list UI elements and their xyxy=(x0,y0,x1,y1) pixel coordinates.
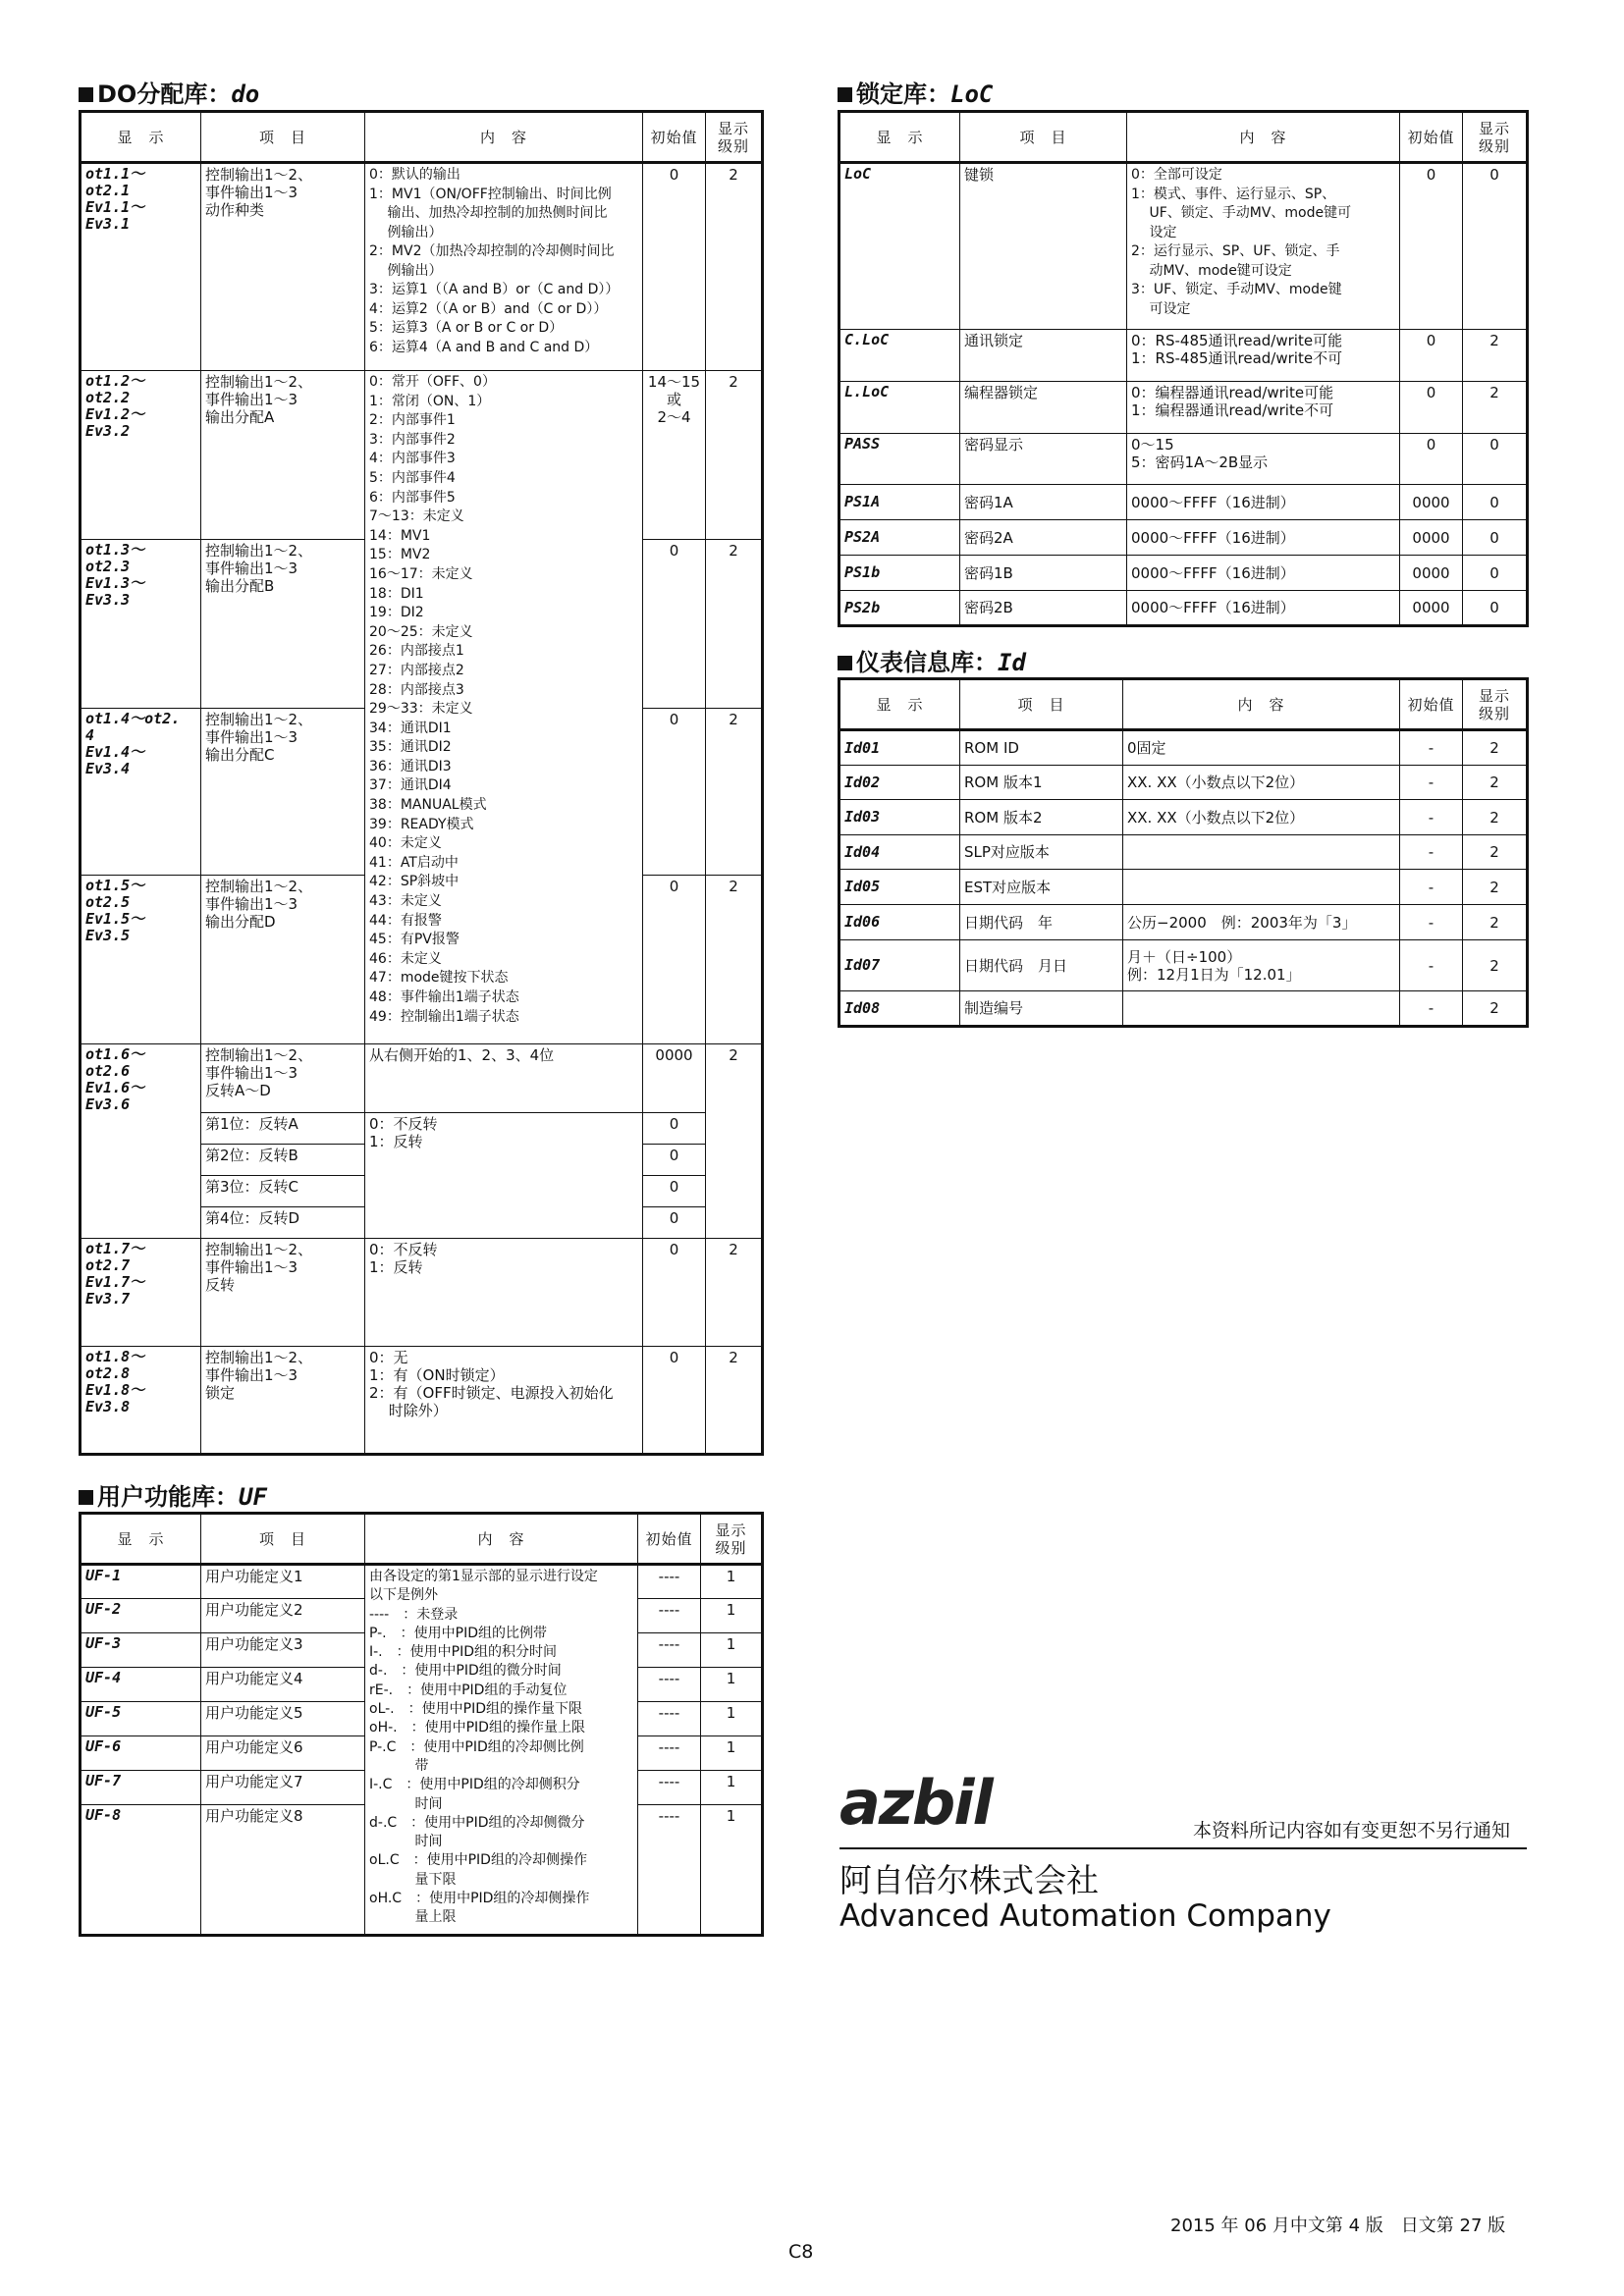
row-level: 1 xyxy=(701,1565,763,1599)
row-item: 密码1B xyxy=(960,556,1127,591)
row-level: 1 xyxy=(701,1633,763,1668)
row-initial: 0 xyxy=(643,1239,706,1347)
row-item: EST对应版本 xyxy=(960,870,1123,905)
row-display: ot1.3～ ot2.3 Ev1.3～ Ev3.3 xyxy=(81,540,201,709)
row-item: 控制输出1～2、 事件输出1～3 反转 xyxy=(201,1239,365,1347)
row-item: 第1位：反转A xyxy=(201,1113,365,1145)
table-row xyxy=(81,1239,763,1347)
row-initial: 0000 xyxy=(1400,556,1463,591)
row-content: 0000～FFFF（16进制） xyxy=(1127,556,1400,591)
row-content: 0：无 1：有（ON时锁定） 2：有（OFF时锁定、电源投入初始化 时除外） xyxy=(365,1347,643,1455)
row-item: 控制输出1～2、 事件输出1～3 反转A～D xyxy=(201,1044,365,1113)
header-level: 显示 级别 xyxy=(1463,112,1528,163)
loc-table xyxy=(838,110,1529,627)
divider xyxy=(839,1847,1527,1849)
row-content: XX. XX（小数点以下2位） xyxy=(1123,800,1400,835)
row-initial: ---- xyxy=(638,1668,701,1702)
row-initial: ---- xyxy=(638,1805,701,1936)
edition-info: 2015 年 06 月中文第 4 版 日文第 27 版 xyxy=(1170,2216,1506,2236)
row-display: Id06 xyxy=(839,905,960,940)
row-content: 0～15 5：密码1A～2B显示 xyxy=(1127,434,1400,485)
row-item: 控制输出1～2、 事件输出1～3 动作种类 xyxy=(201,163,365,371)
row-display: ot1.7～ ot2.7 Ev1.7～ Ev3.7 xyxy=(81,1239,201,1347)
square-bullet-icon xyxy=(838,87,852,102)
table-row xyxy=(81,1565,763,1599)
company-name-cn: 阿自倍尔株式会社 xyxy=(839,1861,1099,1899)
row-content: 0：不反转 1：反转 xyxy=(365,1113,643,1239)
row-item: 密码2A xyxy=(960,520,1127,556)
id-table xyxy=(838,677,1529,1028)
row-item: 第4位：反转D xyxy=(201,1207,365,1239)
row-display: ot1.5～ ot2.5 Ev1.5～ Ev3.5 xyxy=(81,876,201,1044)
row-initial: 0 xyxy=(643,540,706,709)
row-initial: 0 xyxy=(643,1347,706,1455)
row-level: 1 xyxy=(701,1668,763,1702)
row-initial: 0 xyxy=(643,709,706,876)
row-display: C.LoC xyxy=(839,330,960,382)
row-initial: 0000 xyxy=(1400,591,1463,626)
row-item: 控制输出1～2、 事件输出1～3 锁定 xyxy=(201,1347,365,1455)
row-item: 用户功能定义3 xyxy=(201,1633,365,1668)
row-initial: - xyxy=(1400,800,1463,835)
row-level: 1 xyxy=(701,1599,763,1633)
row-level: 2 xyxy=(1463,870,1528,905)
row-display: Id05 xyxy=(839,870,960,905)
table-row xyxy=(839,800,1528,835)
row-level: 1 xyxy=(701,1805,763,1936)
uf-table xyxy=(79,1512,764,1937)
row-display: Id08 xyxy=(839,991,960,1027)
table-row xyxy=(839,730,1528,766)
row-item: ROM 版本2 xyxy=(960,800,1123,835)
row-initial: ---- xyxy=(638,1565,701,1599)
row-content: 0000～FFFF（16进制） xyxy=(1127,591,1400,626)
row-initial: - xyxy=(1400,766,1463,800)
row-item: 控制输出1～2、 事件输出1～3 输出分配A xyxy=(201,371,365,540)
header-display: 显 示 xyxy=(81,1514,201,1565)
table-row xyxy=(839,591,1528,626)
row-display: UF-4 xyxy=(81,1668,201,1702)
header-display: 显 示 xyxy=(81,112,201,163)
row-level: 2 xyxy=(1463,382,1528,434)
row-initial: ---- xyxy=(638,1702,701,1736)
row-display: Id07 xyxy=(839,940,960,991)
row-item: 密码1A xyxy=(960,485,1127,520)
row-display: PS2A xyxy=(839,520,960,556)
row-display: ot1.1～ ot2.1 Ev1.1～ Ev3.1 xyxy=(81,163,201,371)
row-level: 0 xyxy=(1463,591,1528,626)
row-item: SLP对应版本 xyxy=(960,835,1123,870)
row-item: 控制输出1～2、 事件输出1～3 输出分配C xyxy=(201,709,365,876)
row-level: 0 xyxy=(1463,556,1528,591)
table-row xyxy=(839,835,1528,870)
row-initial: 0 xyxy=(1400,163,1463,330)
row-display: UF-5 xyxy=(81,1702,201,1736)
table-row xyxy=(839,556,1528,591)
row-display: UF-3 xyxy=(81,1633,201,1668)
row-content: 0：编程器通讯read/write可能 1：编程器通讯read/write不可 xyxy=(1127,382,1400,434)
row-level: 2 xyxy=(1463,991,1528,1027)
row-initial: 0000 xyxy=(643,1044,706,1113)
row-content xyxy=(1123,835,1400,870)
row-level: 2 xyxy=(1463,905,1528,940)
row-display: UF-2 xyxy=(81,1599,201,1633)
row-item: 密码2B xyxy=(960,591,1127,626)
row-item: 用户功能定义6 xyxy=(201,1736,365,1771)
row-display: L.LoC xyxy=(839,382,960,434)
table-row xyxy=(839,163,1528,330)
row-item: 日期代码 年 xyxy=(960,905,1123,940)
row-initial: 0 xyxy=(643,1207,706,1239)
header-item: 项 目 xyxy=(201,112,365,163)
row-level: 2 xyxy=(706,709,763,876)
row-level: 2 xyxy=(1463,730,1528,766)
row-level: 0 xyxy=(1463,485,1528,520)
row-item: 用户功能定义8 xyxy=(201,1805,365,1936)
header-initial: 初始值 xyxy=(1400,112,1463,163)
row-initial: ---- xyxy=(638,1599,701,1633)
row-initial: - xyxy=(1400,730,1463,766)
row-initial: 0000 xyxy=(1400,520,1463,556)
uf-section-title: 用户功能库：UF xyxy=(79,1477,267,1512)
row-level: 2 xyxy=(706,1239,763,1347)
header-content: 内 容 xyxy=(365,112,643,163)
row-initial: 0 xyxy=(1400,434,1463,485)
do-section-title: DO分配库：do xyxy=(79,75,259,109)
square-bullet-icon xyxy=(838,656,852,670)
row-level: 1 xyxy=(701,1771,763,1805)
id-section-title: 仪表信息库：Id xyxy=(838,643,1026,677)
header-initial: 初始值 xyxy=(1400,679,1463,730)
row-item: 日期代码 月日 xyxy=(960,940,1123,991)
row-content: XX. XX（小数点以下2位） xyxy=(1123,766,1400,800)
company-name-en: Advanced Automation Company xyxy=(839,1898,1331,1934)
row-item: ROM ID xyxy=(960,730,1123,766)
row-item: 第2位：反转B xyxy=(201,1145,365,1176)
table-row xyxy=(839,991,1528,1027)
row-initial: 0 xyxy=(643,1113,706,1145)
row-initial: 0000 xyxy=(1400,485,1463,520)
table-row xyxy=(839,382,1528,434)
row-level: 2 xyxy=(706,163,763,371)
row-item: ROM 版本1 xyxy=(960,766,1123,800)
row-initial: 0 xyxy=(643,1145,706,1176)
row-content: 公历−2000 例：2003年为「3」 xyxy=(1123,905,1400,940)
row-display: ot1.8～ ot2.8 Ev1.8～ Ev3.8 xyxy=(81,1347,201,1455)
table-row xyxy=(839,434,1528,485)
table-header-row xyxy=(81,112,763,163)
row-content: 0固定 xyxy=(1123,730,1400,766)
row-content: 0：不反转 1：反转 xyxy=(365,1239,643,1347)
row-level: 1 xyxy=(701,1702,763,1736)
row-initial: 14～15 或 2～4 xyxy=(643,371,706,540)
row-content: 从右侧开始的1、2、3、4位 xyxy=(365,1044,643,1113)
row-item: 用户功能定义5 xyxy=(201,1702,365,1736)
row-initial: ---- xyxy=(638,1633,701,1668)
row-initial: 0 xyxy=(1400,330,1463,382)
header-display: 显 示 xyxy=(839,112,960,163)
row-level: 2 xyxy=(706,1347,763,1455)
table-row xyxy=(839,485,1528,520)
header-item: 项 目 xyxy=(960,112,1127,163)
row-item: 用户功能定义4 xyxy=(201,1668,365,1702)
table-row xyxy=(839,330,1528,382)
do-table xyxy=(79,110,764,1456)
uf-content: 由各设定的第1显示部的显示进行设定 以下是例外 ---- ：未登录 P-. ：使用中PID组的比例带 I-. ：使用中PID组的积分时间 d-. ：使用中PID组的微分时间 rE-. ：使用中PID组的手动复位 oL-. ：使用中PID组的操作量下限 oH-. ：使用中PID组的操作量上限 P-.C ：使用中PID组的冷却侧比例 带 I-.C ：使用中PID组的冷却侧积分 时间 d-.C ：使用中PID组的冷却侧微分 时间 oL.C ：使用中PID组的冷却侧操作 量下限 oH.C ：使用中PID组的冷却侧操作 量上限 xyxy=(365,1565,638,1936)
row-level: 0 xyxy=(1463,434,1528,485)
row-display: UF-6 xyxy=(81,1736,201,1771)
row-content: 0000～FFFF（16进制） xyxy=(1127,485,1400,520)
header-content: 内 容 xyxy=(1123,679,1400,730)
table-row xyxy=(839,520,1528,556)
header-initial: 初始值 xyxy=(643,112,706,163)
row-display: Id01 xyxy=(839,730,960,766)
table-header-row xyxy=(839,112,1528,163)
row-level: 2 xyxy=(706,1044,763,1239)
row-display: ot1.6～ ot2.6 Ev1.6～ Ev3.6 xyxy=(81,1044,201,1239)
row-level: 2 xyxy=(1463,766,1528,800)
azbil-logo: azbil xyxy=(839,1767,992,1839)
table-row xyxy=(839,870,1528,905)
row-item: 编程器锁定 xyxy=(960,382,1127,434)
header-level: 显示 级别 xyxy=(701,1514,763,1565)
table-row xyxy=(81,1044,763,1113)
header-level: 显示 级别 xyxy=(706,112,763,163)
row-display: Id02 xyxy=(839,766,960,800)
page-number: C8 xyxy=(788,2241,814,2263)
row-display: UF-7 xyxy=(81,1771,201,1805)
table-row xyxy=(81,371,763,540)
row-item: 用户功能定义7 xyxy=(201,1771,365,1805)
row-item: 控制输出1～2、 事件输出1～3 输出分配D xyxy=(201,876,365,1044)
row-initial: 0 xyxy=(643,1176,706,1207)
row-initial: ---- xyxy=(638,1771,701,1805)
row-initial: 0 xyxy=(1400,382,1463,434)
row-display: PASS xyxy=(839,434,960,485)
row-content: 0000～FFFF（16进制） xyxy=(1127,520,1400,556)
row-initial: - xyxy=(1400,905,1463,940)
assign-options: 0：常开（OFF、0） 1：常闭（ON、1） 2：内部事件1 3：内部事件2 4：内部事件3 5：内部事件4 6：内部事件5 7～13：未定义 14：MV1 15：MV2 16～17：未定义 18：DI1 19：DI2 20～25：未定义 26：内部接点1 27：内部接点2 28：内部接点3 29～33：未定义 34：通讯DI1 35：通讯DI2 36：通讯DI3 37：通讯DI4 38：MANUAL模式 39：READY模式 40：未定义 41：AT启动中 42：SP斜坡中 43：未定义 44：有报警 45：有PV报警 46：未定义 47：mode键按下状态 48：事件输出1端子状态 49：控制输出1端子状态 xyxy=(365,371,643,1044)
row-item: 控制输出1～2、 事件输出1～3 输出分配B xyxy=(201,540,365,709)
row-display: ot1.2～ ot2.2 Ev1.2～ Ev3.2 xyxy=(81,371,201,540)
row-level: 2 xyxy=(1463,835,1528,870)
header-item: 项 目 xyxy=(201,1514,365,1565)
row-level: 0 xyxy=(1463,520,1528,556)
change-notice: 本资料所记内容如有变更恕不另行通知 xyxy=(1193,1820,1511,1842)
row-display: Id03 xyxy=(839,800,960,835)
row-level: 2 xyxy=(706,876,763,1044)
row-display: PS1b xyxy=(839,556,960,591)
row-display: ot1.4～ot2. 4 Ev1.4～ Ev3.4 xyxy=(81,709,201,876)
row-content xyxy=(1123,870,1400,905)
header-initial: 初始值 xyxy=(638,1514,701,1565)
row-level: 2 xyxy=(706,371,763,540)
row-display: PS2b xyxy=(839,591,960,626)
table-row xyxy=(839,905,1528,940)
loc-section-title: 锁定库：LoC xyxy=(838,75,993,109)
table-header-row xyxy=(839,679,1528,730)
row-item: 键锁 xyxy=(960,163,1127,330)
row-item: 第3位：反转C xyxy=(201,1176,365,1207)
row-initial: 0 xyxy=(643,163,706,371)
row-content: 0：默认的输出 1：MV1（ON/OFF控制输出、时间比例 输出、加热冷却控制的加热侧时间比 例输出） 2：MV2（加热冷却控制的冷却侧时间比 例输出） 3：运算1（（A and B）or（C and D）） 4：运算2（（A or B）and（C or D）） 5：运算3（A or B or C or D） 6：运算4（A and B and C and D） xyxy=(365,163,643,371)
table-row xyxy=(839,940,1528,991)
square-bullet-icon xyxy=(79,87,93,102)
row-item: 用户功能定义2 xyxy=(201,1599,365,1633)
row-item: 制造编号 xyxy=(960,991,1123,1027)
row-content xyxy=(1123,991,1400,1027)
row-level: 1 xyxy=(701,1736,763,1771)
header-level: 显示 级别 xyxy=(1463,679,1528,730)
row-item: 通讯锁定 xyxy=(960,330,1127,382)
row-content: 0：RS-485通讯read/write可能 1：RS-485通讯read/write不可 xyxy=(1127,330,1400,382)
row-display: LoC xyxy=(839,163,960,330)
row-display: Id04 xyxy=(839,835,960,870)
header-display: 显 示 xyxy=(839,679,960,730)
row-level: 2 xyxy=(706,540,763,709)
row-display: UF-8 xyxy=(81,1805,201,1936)
row-initial: ---- xyxy=(638,1736,701,1771)
row-initial: - xyxy=(1400,991,1463,1027)
row-initial: 0 xyxy=(643,876,706,1044)
header-content: 内 容 xyxy=(365,1514,638,1565)
row-level: 0 xyxy=(1463,163,1528,330)
row-content: 0：全部可设定 1：模式、事件、运行显示、SP、 UF、锁定、手动MV、mode键可 设定 2：运行显示、SP、UF、锁定、手 动MV、mode键可设定 3：UF、锁定、手动MV、mode键 可设定 xyxy=(1127,163,1400,330)
row-level: 2 xyxy=(1463,330,1528,382)
header-content: 内 容 xyxy=(1127,112,1400,163)
table-row xyxy=(81,1347,763,1455)
row-item: 用户功能定义1 xyxy=(201,1565,365,1599)
row-level: 2 xyxy=(1463,800,1528,835)
row-display: UF-1 xyxy=(81,1565,201,1599)
header-item: 项 目 xyxy=(960,679,1123,730)
row-item: 密码显示 xyxy=(960,434,1127,485)
table-row xyxy=(81,163,763,371)
row-display: PS1A xyxy=(839,485,960,520)
table-header-row xyxy=(81,1514,763,1565)
row-initial: - xyxy=(1400,835,1463,870)
row-content: 月＋（日÷100） 例：12月1日为「12.01」 xyxy=(1123,940,1400,991)
row-initial: - xyxy=(1400,940,1463,991)
square-bullet-icon xyxy=(79,1490,93,1505)
table-row xyxy=(839,766,1528,800)
row-initial: - xyxy=(1400,870,1463,905)
row-level: 2 xyxy=(1463,940,1528,991)
